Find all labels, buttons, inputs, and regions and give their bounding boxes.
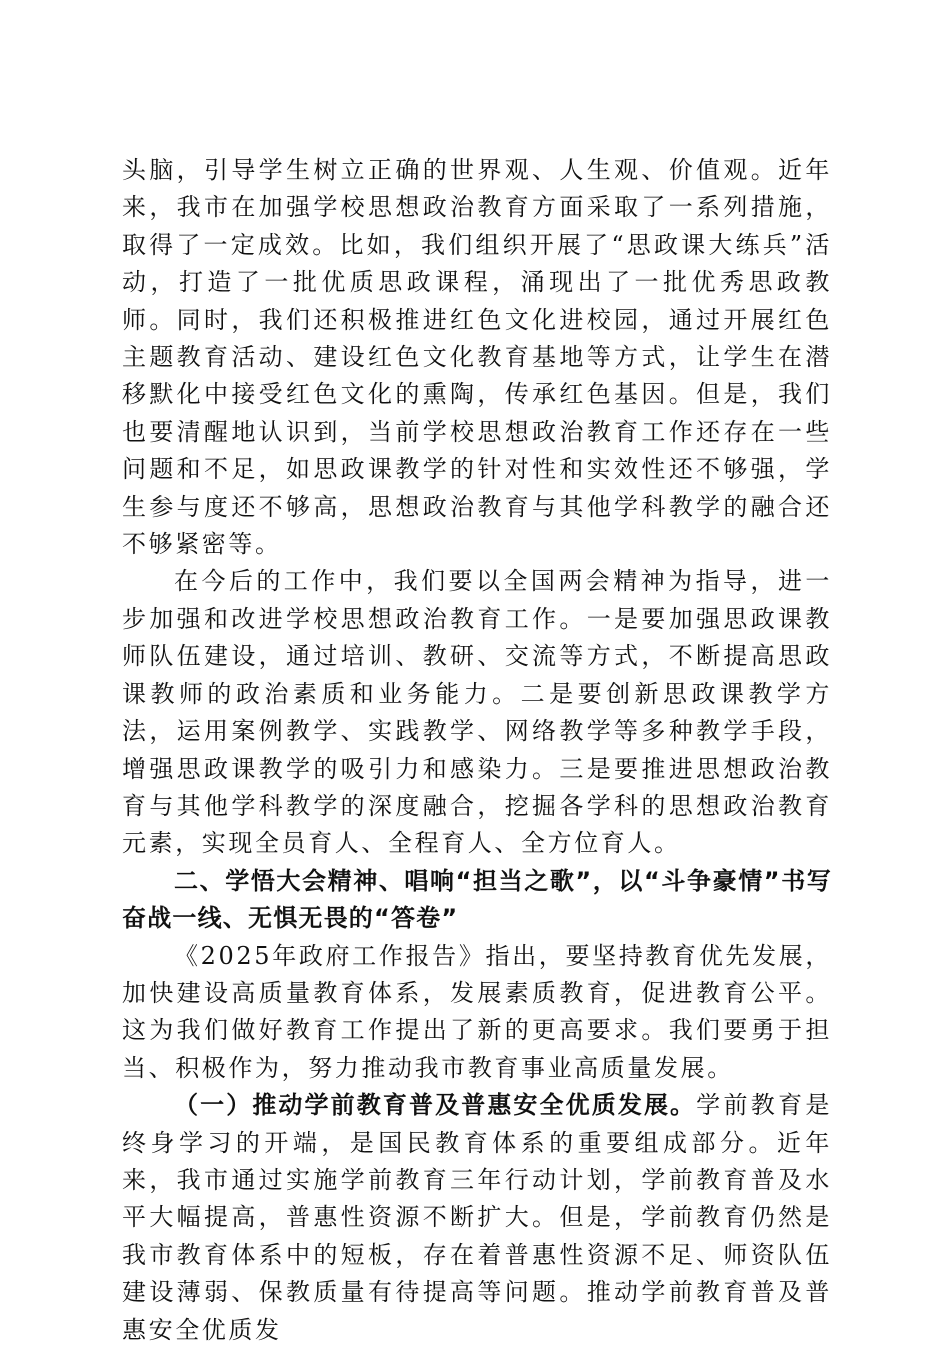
paragraph-government-report: 《2025年政府工作报告》指出，要坚持教育优先发展，加快建设高质量教育体系，发展素质教育，促进教育公平。这为我们做好教育工作提出了新的更高要求。我们要勇于担当、积极作为，努力推动我市教育事业高质量发展。	[122, 941, 832, 1082]
paragraph-continuation: 头脑，引导学生树立正确的世界观、人生观、价值观。近年来，我市在加强学校思想政治教育方面采取了一系列措施，取得了一定成效。比如，我们组织开展了“思政课大练兵”活动，打造了一批优质思政课程，涌现出了一批优秀思政教师。同时，我们还积极推进红色文化进校园，通过开展红色主题教育活动、建设红色文化教育基地等方式，让学生在潜移默化中接受红色文化的熏陶，传承红色基因。但是，我们也要清醒地认识到，当前学校思想政治教育工作还存在一些问题和不足，如思政课教学的针对性和实效性还不够强，学生参与度还不够高，思想政治教育与其他学科教学的融合还不够紧密等。	[122, 156, 832, 559]
document-body	[122, 152, 832, 1349]
paragraph-future-work: 在今后的工作中，我们要以全国两会精神为指导，进一步加强和改进学校思想政治教育工作。一是要加强思政课教师队伍建设，通过培训、教研、交流等方式，不断提高思政课教师的政治素质和业务能力。二是要创新思政课教学方法，运用案例教学、实践教学、网络教学等多种教学手段，增强思政课教学的吸引力和感染力。三是要推进思想政治教育与其他学科教学的深度融合，挖掘各学科的思想政治教育元素，实现全员育人、全程育人、全方位育人。	[122, 567, 832, 858]
subsection-lead: （一）推动学前教育普及普惠安全优质发展。	[174, 1091, 697, 1120]
paragraph-preschool	[122, 1087, 832, 1349]
section-heading: 二、学悟大会精神、唱响“担当之歌”，以“斗争豪情”书写奋战一线、无惧无畏的“答卷”	[122, 866, 832, 933]
paragraph-preschool-text: 学前教育是终身学习的开端，是国民教育体系的重要组成部分。近年来，我市通过实施学前教育三年行动计划，学前教育普及水平大幅提高，普惠性资源不断扩大。但是，学前教育仍然是我市教育体系中的短板，存在着普惠性资源不足、师资队伍建设薄弱、保教质量有待提高等问题。推动学前教育普及普惠安全优质发	[122, 1091, 833, 1344]
